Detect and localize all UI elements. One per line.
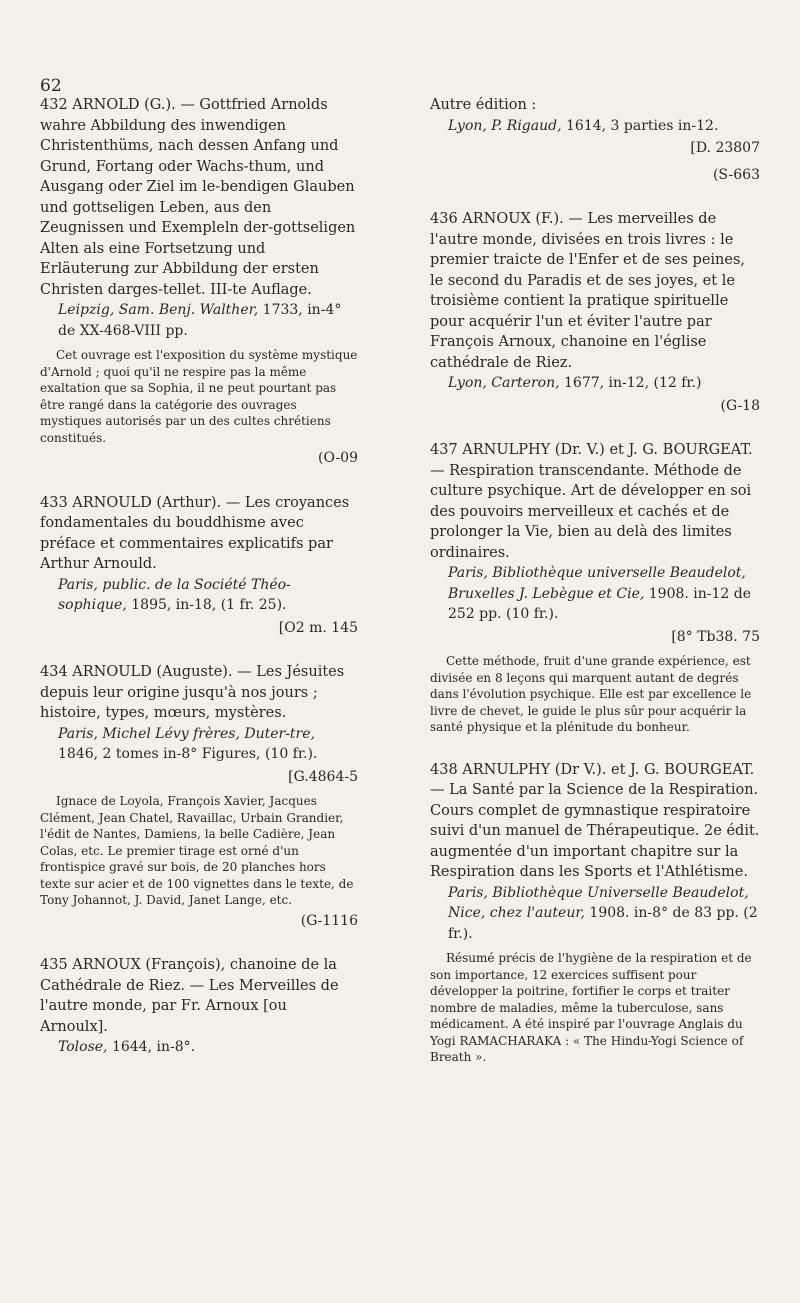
entry-heading: 432 ARNOLD (G.). — Gottfried Arnolds wahre Abbildung des inwendigen Christenthüms, nach dessen Anfang und Grund, Fortang oder Wachs-thum, und Ausgang oder Ziel im le-bendigen Glauben und gottseligen Leben, aus den Zeugnissen und Exempleln der-gottseligen Alten als eine Fortsetzung und Erläuterung zur Abbildung der ersten Christen darges-tellet. III-te Auflage.	[40, 97, 356, 298]
entry-imprint	[40, 724, 358, 765]
entry-heading: 436 ARNOUX (F.). — Les merveilles de l'autre monde, divisées en trois livres : le premier traicte de l'Enfer et de ses peines, le second du Paradis et de ses joyes, et le troisième contient la pratique spirituelle pour acquérir l'un et éviter l'autre par François Arnoux, chanoine en l'église cathédrale de Riez.	[430, 211, 746, 371]
shelfmark: (G-18	[720, 397, 760, 414]
entry-imprint	[430, 373, 760, 394]
entry-434	[40, 662, 358, 931]
entry-imprint	[40, 300, 358, 341]
entry-heading: 435 ARNOUX (François), chanoine de la Cathédrale de Riez. — Les Merveilles de l'autre monde, par Fr. Arnoux [ou Arnoulx].	[40, 957, 339, 1035]
entry-437	[430, 440, 760, 736]
entry-imprint	[40, 575, 358, 616]
entry-imprint	[430, 116, 760, 137]
shelfmark: [G.4864-5	[288, 768, 358, 785]
imprint-publisher: Paris, Bibliothèque Universelle Beaudelot, Nice, chez l'auteur,	[448, 884, 749, 921]
shelfmark-secondary: (G-1116	[300, 912, 358, 929]
imprint-publisher: Lyon, Carteron,	[448, 375, 560, 391]
entry-note: Cet ouvrage est l'exposition du système mystique d'Arnold ; quoi qu'il ne respire pas la même exaltation que sa Sophia, il ne peut pourtant pas être rangé dans la catégorie des ouvrages mystiques autorisés par un des cultes chrétiens constitués.	[40, 348, 358, 445]
imprint-publisher: Paris, Michel Lévy frères, Duter-tre,	[58, 725, 315, 742]
entry-imprint	[430, 883, 760, 945]
entry-note: Ignace de Loyola, François Xavier, Jacques Clément, Jean Chatel, Ravaillac, Urbain Grandier, l'édit de Nantes, Damiens, la belle Cadière, Jean Colas, etc. Le premier tirage est orné d'un frontispice gravé sur bois, de 20 planches hors texte sur acier et de 100 vignettes dans le texte, de Tony Johannot, J. David, Janet Lange, etc.	[40, 794, 354, 907]
shelfmark-secondary: (S-663	[712, 166, 760, 183]
entry-heading: 437 ARNULPHY (Dr. V.) et J. G. BOURGEAT. — Respiration transcendante. Méthode de culture psychique. Art de développer en soi des pouvoirs merveilleux et cachés et de prolonger la Vie, bien au delà des limites ordinaires.	[430, 442, 753, 561]
imprint-details: 1846, 2 tomes in-8° Figures, (10 fr.).	[58, 746, 318, 762]
right-column	[430, 95, 760, 1090]
imprint-details: 1614, 3 parties in-12.	[566, 117, 719, 134]
shelfmark: [O2 m. 145	[278, 619, 358, 636]
imprint-details: 1895, in-18, (1 fr. 25).	[131, 597, 287, 613]
imprint-publisher: Tolose,	[58, 1039, 108, 1055]
imprint-details: 1644, in-8°.	[111, 1039, 196, 1055]
imprint-publisher: Paris, Bibliothèque universelle Beaudelot, Bruxelles J. Lebègue et Cie,	[448, 565, 746, 602]
entry-heading: 438 ARNULPHY (Dr V.). et J. G. BOURGEAT. — La Santé par la Science de la Respiration. Cours complet de gymnastique respiratoire suivi d'un manuel de Thérapeutique. 2e édit. augmentée d'un important chapitre sur la Respiration dans les Sports et l'Athlétisme.	[430, 761, 760, 880]
left-column	[40, 95, 358, 1082]
imprint-details: 1908. in-12 de 252 pp. (10 fr.).	[448, 585, 752, 622]
entry-432	[40, 95, 358, 469]
entry-imprint	[430, 563, 760, 625]
entry-heading: 434 ARNOULD (Auguste). — Les Jésuites depuis leur origine jusqu'à nos jours ; histoire, types, mœurs, mystères.	[40, 664, 345, 721]
entry-435-alt	[430, 95, 760, 185]
shelfmark: [D. 23807	[690, 140, 760, 156]
entry-433	[40, 493, 358, 639]
entry-imprint	[40, 1037, 358, 1058]
entry-note: Résumé précis de l'hygiène de la respiration et de son importance, 12 exercices suffisent pour développer la poitrine, fortifier le corps et traiter nombre de maladies, même la tuberculose, sans médicament. A été inspiré par l'ouvrage Anglais du Yogi RAMACHARAKA : « The Hindu-Yogi Science of Breath ».	[430, 951, 752, 1064]
shelfmark: [8° Tb38. 75	[671, 628, 760, 645]
entry-438	[430, 760, 760, 1066]
page-number: 62	[40, 76, 62, 96]
imprint-details: 1908. in-8° de 83 pp. (2 fr.).	[448, 905, 758, 942]
shelfmark: (O-09	[318, 450, 358, 466]
entry-note: Cette méthode, fruit d'une grande expérience, est divisée en 8 leçons qui marquent autant de degrés dans l'évolution psychique. Elle est par excellence le livre de chevet, le guide le plus sûr pour acquérir la santé physique et la plénitude du bonheur.	[430, 654, 752, 734]
imprint-publisher: Lyon, P. Rigaud,	[448, 117, 562, 134]
entry-heading: Autre édition :	[430, 97, 537, 113]
entry-436	[430, 209, 760, 416]
entry-435	[40, 955, 358, 1058]
imprint-details: 1677, in-12, (12 fr.)	[564, 375, 702, 391]
entry-heading: 433 ARNOULD (Arthur). — Les croyances fondamentales du bouddhisme avec préface et commentaires explicatifs par Arthur Arnould.	[40, 494, 350, 572]
imprint-publisher: Leipzig, Sam. Benj. Walther,	[58, 302, 259, 318]
imprint-publisher: Paris, public. de la Société Théo-sophique,	[58, 576, 291, 613]
imprint-details: 1733, in-4° de XX-468-VIII pp.	[58, 302, 342, 339]
